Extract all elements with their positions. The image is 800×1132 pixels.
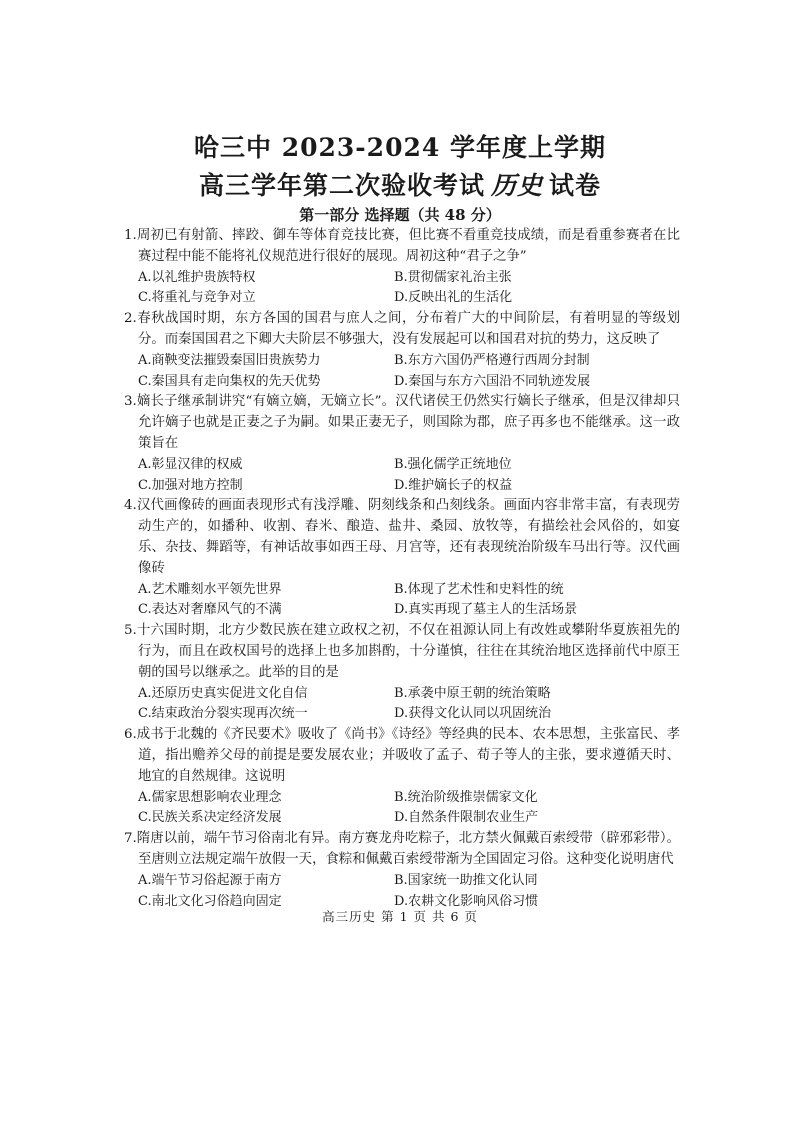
- answer-option-c: C.民族关系决定经济发展: [138, 810, 282, 826]
- answer-option-b: B.东方六国仍严格遵行西周分封制: [394, 352, 590, 368]
- answer-option-d: D.自然条件限制农业生产: [394, 810, 539, 826]
- page-footer: 高三历史 第 1 页 共 6 页: [322, 909, 478, 924]
- answer-option-a: A.以礼维护贵族特权: [138, 269, 256, 285]
- answer-options: [124, 268, 680, 310]
- answer-option-b: B.统治阶级推崇儒家文化: [394, 789, 538, 805]
- answer-option-c: C.结束政治分裂实现再次统一: [138, 706, 308, 722]
- answer-option-a: A.端午节习俗起源于南方: [138, 872, 282, 888]
- answer-option-b: B.体现了艺术性和史料性的统: [394, 581, 564, 597]
- question-item: [124, 725, 680, 829]
- question-item: [124, 309, 680, 392]
- answer-option-c: C.加强对地方控制: [138, 477, 243, 493]
- answer-options: [124, 580, 680, 622]
- question-item: [124, 226, 680, 309]
- answer-option-c: C.表达对奢靡风气的不满: [138, 602, 282, 618]
- question-stem: 6.成书于北魏的《齐民要术》吸收了《尚书》《诗经》等经典的民本、农本思想，主张富民、孝道，指出赡养父母的前提是要发展农业；并吸收了孟子、荀子等人的主张，要求遵循天时、地宜的自然规律。这说明: [124, 727, 680, 784]
- exam-title-suffix: 试卷: [549, 171, 602, 200]
- exam-title-prefix: 高三学年第二次验收考试: [198, 171, 485, 200]
- answer-options: [124, 684, 680, 726]
- answer-option-d: D.真实再现了墓主人的生活场景: [394, 602, 578, 618]
- question-stem: 5.十六国时期，北方少数民族在建立政权之初，不仅在祖源认同上有改姓或攀附华夏族祖先的行为，而且在政权国号的选择上也多加斟酌，十分谨慎，往往在其统治地区选择前代中原王朝的国号以继承之。此举的目的是: [124, 623, 680, 680]
- question-stem: 4.汉代画像砖的画面表现形式有浅浮雕、阴刻线条和凸刻线条。画面内容非常丰富，有表现劳动生产的，如播种、收割、舂米、酿造、盐井、桑园、放牧等，有描绘社会风俗的，如宴乐、杂技、舞蹈等，有神话故事如西王母、月宫等，还有表现统治阶级车马出行等。汉代画像砖: [124, 498, 680, 576]
- question-stem: 3.嫡长子继承制讲究“有嫡立嫡，无嫡立长”。汉代诸侯王仍然实行嫡长子继承，但是汉律却只允许嫡子也就是正妻之子为嗣。如果正妻无子，则国除为郡，庶子再多也不能继承。这一政策旨在: [124, 394, 680, 451]
- answer-option-d: D.农耕文化影响风俗习惯: [394, 893, 539, 909]
- question-stem: 1.周初已有射箭、摔跤、御车等体育竞技比赛，但比赛不看重竞技成绩，而是看重参赛者在比赛过程中能不能将礼仪规范进行很好的展现。周初这种“君子之争”: [124, 228, 680, 264]
- answer-option-a: A.彰显汉律的权威: [138, 456, 243, 472]
- question-stem: 7.隋唐以前，端午节习俗南北有异。南方赛龙舟吃粽子，北方禁火佩戴百索绶带（辟邪彩带）。至唐则立法规定端午放假一天，食粽和佩戴百索绶带渐为全国固定习俗。这种变化说明唐代: [124, 831, 680, 867]
- question-item: [124, 829, 680, 912]
- answer-options: [124, 455, 680, 497]
- answer-option-b: B.国家统一助推文化认同: [394, 872, 538, 888]
- answer-option-c: C.南北文化习俗趋向固定: [138, 893, 282, 909]
- answer-option-b: B.强化儒学正统地位: [394, 456, 512, 472]
- question-item: [124, 392, 680, 496]
- exam-title-line1: 哈三中 2023-2024 学年度上学期: [194, 133, 606, 162]
- answer-option-c: C.将重礼与竞争对立: [138, 290, 256, 306]
- question-item: [124, 621, 680, 725]
- answer-option-d: D.获得文化认同以巩固统治: [394, 706, 552, 722]
- answer-option-d: D.秦国与东方六国沿不同轨迹发展: [394, 373, 591, 389]
- answer-option-a: A.儒家思想影响农业理念: [138, 789, 282, 805]
- section-title: 第一部分 选择题（共 48 分）: [299, 206, 501, 224]
- answer-option-b: B.承袭中原王朝的统治策略: [394, 685, 551, 701]
- answer-option-c: C.秦国具有走向集权的先天优势: [138, 373, 321, 389]
- answer-option-a: A.还原历史真实促进文化自信: [138, 685, 308, 701]
- exam-subject: 历史: [490, 171, 543, 200]
- exam-title-line2: [0, 166, 800, 202]
- answer-option-a: A.艺术雕刻水平领先世界: [138, 581, 282, 597]
- answer-options: [124, 351, 680, 393]
- answer-option-b: B.贯彻儒家礼治主张: [394, 269, 512, 285]
- answer-option-a: A.商鞅变法摧毁秦国旧贵族势力: [138, 352, 321, 368]
- answer-option-d: D.反映出礼的生活化: [394, 290, 513, 306]
- question-item: [124, 496, 680, 621]
- question-list: [124, 226, 680, 912]
- question-stem: 2.春秋战国时期，东方各国的国君与庶人之间，分布着广大的中间阶层，有着明显的等级划分。而秦国国君之下卿大夫阶层不够强大，没有发展起可以和国君对抗的势力，这反映了: [124, 311, 680, 347]
- answer-option-d: D.维护嫡长子的权益: [394, 477, 513, 493]
- answer-options: [124, 788, 680, 830]
